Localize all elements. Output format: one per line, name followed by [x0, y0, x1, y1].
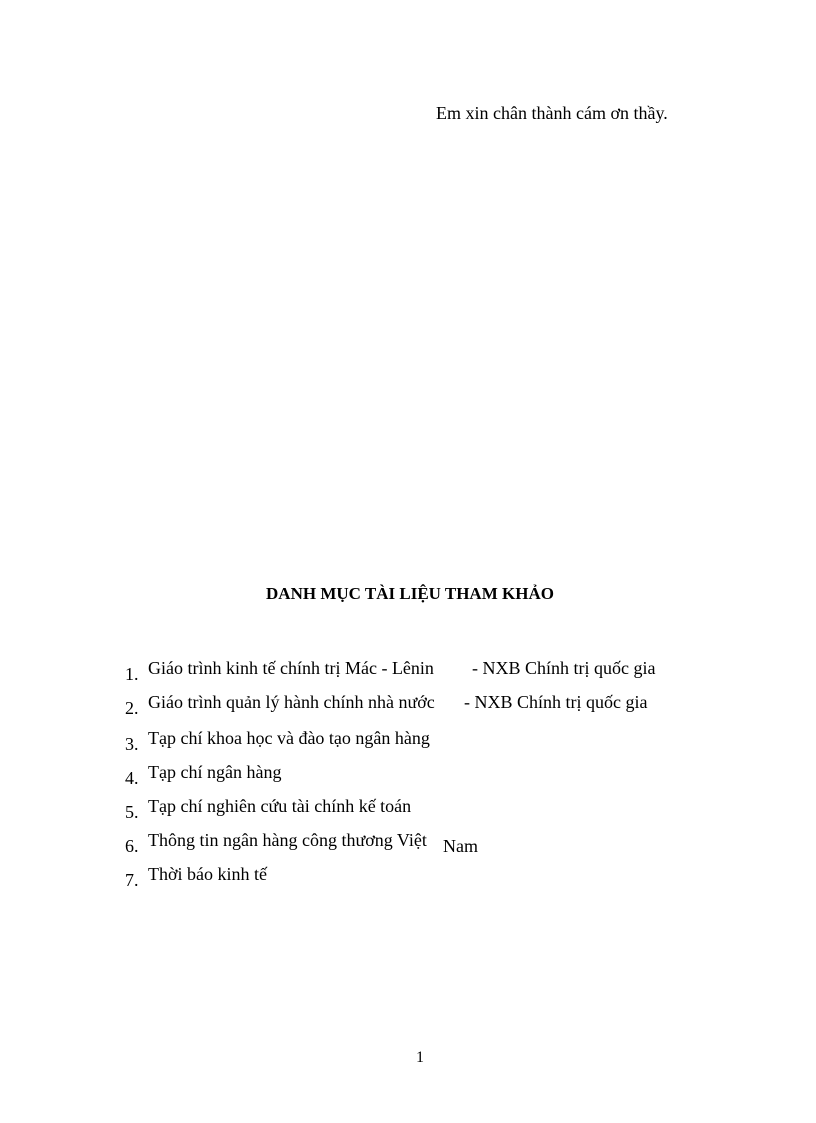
reference-item: [0, 864, 816, 894]
reference-title: Tạp chí ngân hàng: [148, 762, 282, 782]
reference-number: 1.: [125, 664, 139, 684]
reference-number: 2.: [125, 698, 139, 718]
closing-line: Em xin chân thành cám ơn thầy.: [436, 103, 668, 123]
reference-number: 5.: [125, 802, 139, 822]
reference-title: Tạp chí nghiên cứu tài chính kế toán: [148, 796, 412, 816]
reference-title: Giáo trình kinh tế chính trị Mác - Lênin: [148, 658, 434, 678]
reference-item: [0, 762, 816, 792]
reference-item: [0, 830, 816, 860]
reference-item: [0, 692, 816, 722]
reference-number: 6.: [125, 836, 139, 856]
reference-publisher: - NXB Chính trị quốc gia: [464, 692, 648, 712]
reference-title: Tạp chí khoa học và đào tạo ngân hàng: [148, 728, 430, 748]
reference-number: 3.: [125, 734, 139, 754]
reference-title: Thời báo kinh tế: [148, 864, 267, 884]
reference-title: Thông tin ngân hàng công thương Việt: [148, 830, 427, 850]
reference-item: [0, 796, 816, 826]
reference-title-tail: Nam: [443, 836, 478, 856]
reference-item: [0, 728, 816, 758]
reference-title: Giáo trình quản lý hành chính nhà nước: [148, 692, 435, 712]
reference-item: [0, 658, 816, 688]
references-heading: DANH MỤC TÀI LIỆU THAM KHẢO: [266, 584, 554, 603]
reference-number: 4.: [125, 768, 139, 788]
page-number: 1: [416, 1049, 424, 1066]
reference-publisher: - NXB Chính trị quốc gia: [472, 658, 656, 678]
reference-number: 7.: [125, 870, 139, 890]
